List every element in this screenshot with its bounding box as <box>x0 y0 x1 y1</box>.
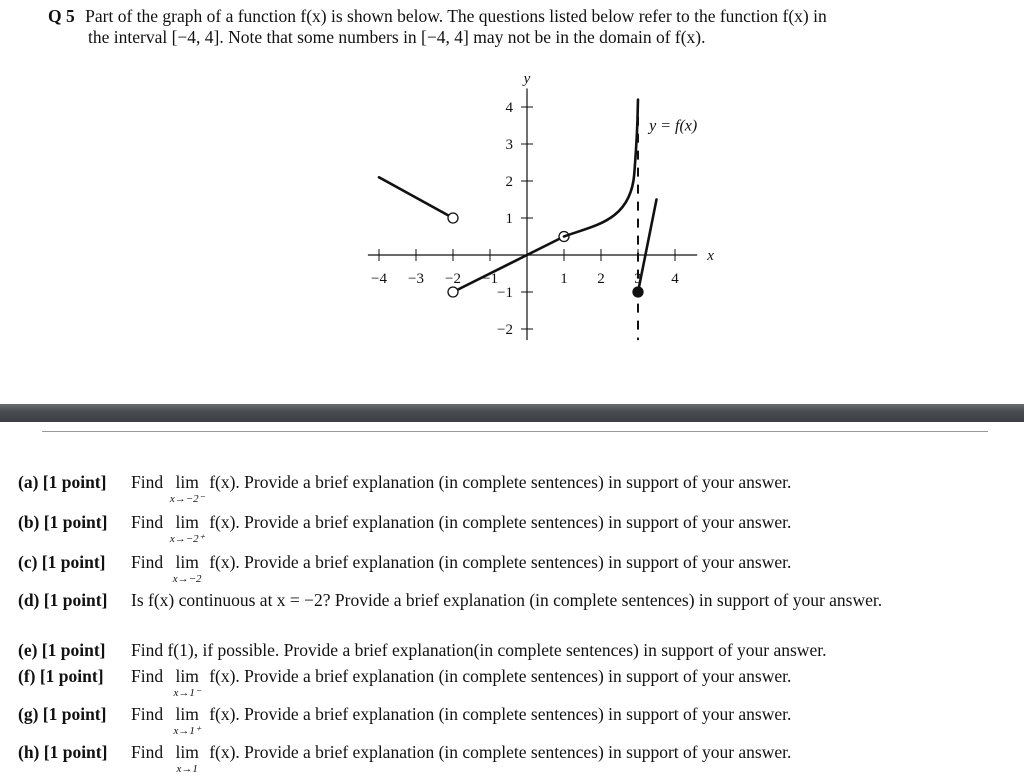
lim-word: lim <box>175 512 199 532</box>
question-line-1 <box>48 6 998 27</box>
part-pre: Find <box>131 666 164 686</box>
part-pre: Find <box>131 742 164 762</box>
lim-word: lim <box>175 742 199 762</box>
function-graph <box>0 70 1024 370</box>
part-post: f(x). Provide a brief explanation (in complete sentences) in support of your answer. <box>209 666 792 686</box>
limit-expr <box>173 704 201 737</box>
y-tick-label: 1 <box>505 211 513 227</box>
closed-point <box>633 287 643 297</box>
part-label: (b) [1 point] <box>18 512 108 532</box>
question-text <box>48 6 998 48</box>
part-label: (f) [1 point] <box>18 666 104 686</box>
x-tick-label: −4 <box>371 271 387 287</box>
part-label: (d) [1 point] <box>18 590 108 610</box>
lim-sub: x→−2⁺ <box>169 533 205 545</box>
curve-label: y = f(x) <box>649 117 698 135</box>
limit-expr <box>172 552 202 585</box>
x-tick-label: 3 <box>634 271 642 287</box>
x-axis-label: x <box>707 248 714 264</box>
question-intro: Part of the graph of a function f(x) is shown below. The questions listed below refer to the function f(x) in <box>85 6 827 26</box>
part-body <box>131 552 996 585</box>
series-line <box>379 177 453 218</box>
x-tick-label: 1 <box>560 271 568 287</box>
part-body <box>131 742 996 775</box>
limit-expr <box>173 666 201 699</box>
part-post: f(x). Provide a brief explanation (in complete sentences) in support of your answer. <box>209 742 792 762</box>
series-line <box>453 237 564 293</box>
divider-bar <box>0 404 1024 422</box>
open-point <box>448 287 458 297</box>
lim-word: lim <box>175 472 199 492</box>
part-label: (g) [1 point] <box>18 704 107 724</box>
lim-sub: x→−2 <box>172 573 202 585</box>
y-tick-label: 2 <box>505 174 513 190</box>
part-post: f(x). Provide a brief explanation (in complete sentences) in support of your answer. <box>209 472 792 492</box>
question-line-2: the interval [−4, 4]. Note that some numbers in [−4, 4] may not be in the domain of f(x). <box>88 27 706 47</box>
y-tick-label: −1 <box>497 285 513 301</box>
part-body: Find f(1), if possible. Provide a brief explanation(in complete sentences) in support of your answer. <box>131 640 827 660</box>
part-label: (a) [1 point] <box>18 472 107 492</box>
part-body <box>131 472 996 505</box>
part-body <box>131 666 996 699</box>
part-post: f(x). Provide a brief explanation (in complete sentences) in support of your answer. <box>209 552 792 572</box>
curves <box>379 100 657 341</box>
y-tick-label: 4 <box>505 100 513 116</box>
lim-sub: x→1⁺ <box>173 725 201 737</box>
part-body <box>131 704 996 737</box>
x-tick-label: −2 <box>445 271 461 287</box>
part-label: (e) [1 point] <box>18 640 106 660</box>
part-body: Is f(x) continuous at x = −2? Provide a brief explanation (in complete sentences) in support of your answer. <box>131 590 883 610</box>
y-axis-label: y <box>523 70 531 87</box>
x-tick-label: −3 <box>408 271 424 287</box>
lim-sub: x→1⁻ <box>173 687 201 699</box>
part-label: (h) [1 point] <box>18 742 108 762</box>
part-post: f(x). Provide a brief explanation (in complete sentences) in support of your answer. <box>209 512 792 532</box>
axis-labels <box>371 71 714 338</box>
x-tick-label: 2 <box>597 271 605 287</box>
x-tick-label: −1 <box>482 271 498 287</box>
limit-expr <box>169 512 205 545</box>
lim-word: lim <box>175 704 199 724</box>
part-label: (c) [1 point] <box>18 552 106 572</box>
x-tick-label: 4 <box>671 271 679 287</box>
part-pre: Find <box>131 704 164 724</box>
limit-expr <box>169 472 205 505</box>
part-body <box>131 512 996 545</box>
part-post: f(x). Provide a brief explanation (in complete sentences) in support of your answer. <box>209 704 792 724</box>
lim-sub: x→−2⁻ <box>169 493 205 505</box>
y-tick-label: −2 <box>497 322 513 338</box>
question-number: Q 5 <box>48 6 75 26</box>
part-pre: Find <box>131 512 164 532</box>
lim-word: lim <box>175 552 199 572</box>
lim-sub: x→1 <box>176 763 198 775</box>
divider-line <box>42 431 988 432</box>
y-tick-label: 3 <box>505 137 513 153</box>
part-pre: Find <box>131 472 164 492</box>
open-point <box>448 213 458 223</box>
axes <box>368 89 697 341</box>
part-pre: Find <box>131 552 164 572</box>
limit-expr <box>175 742 199 775</box>
series-line <box>564 100 638 237</box>
lim-word: lim <box>175 666 199 686</box>
